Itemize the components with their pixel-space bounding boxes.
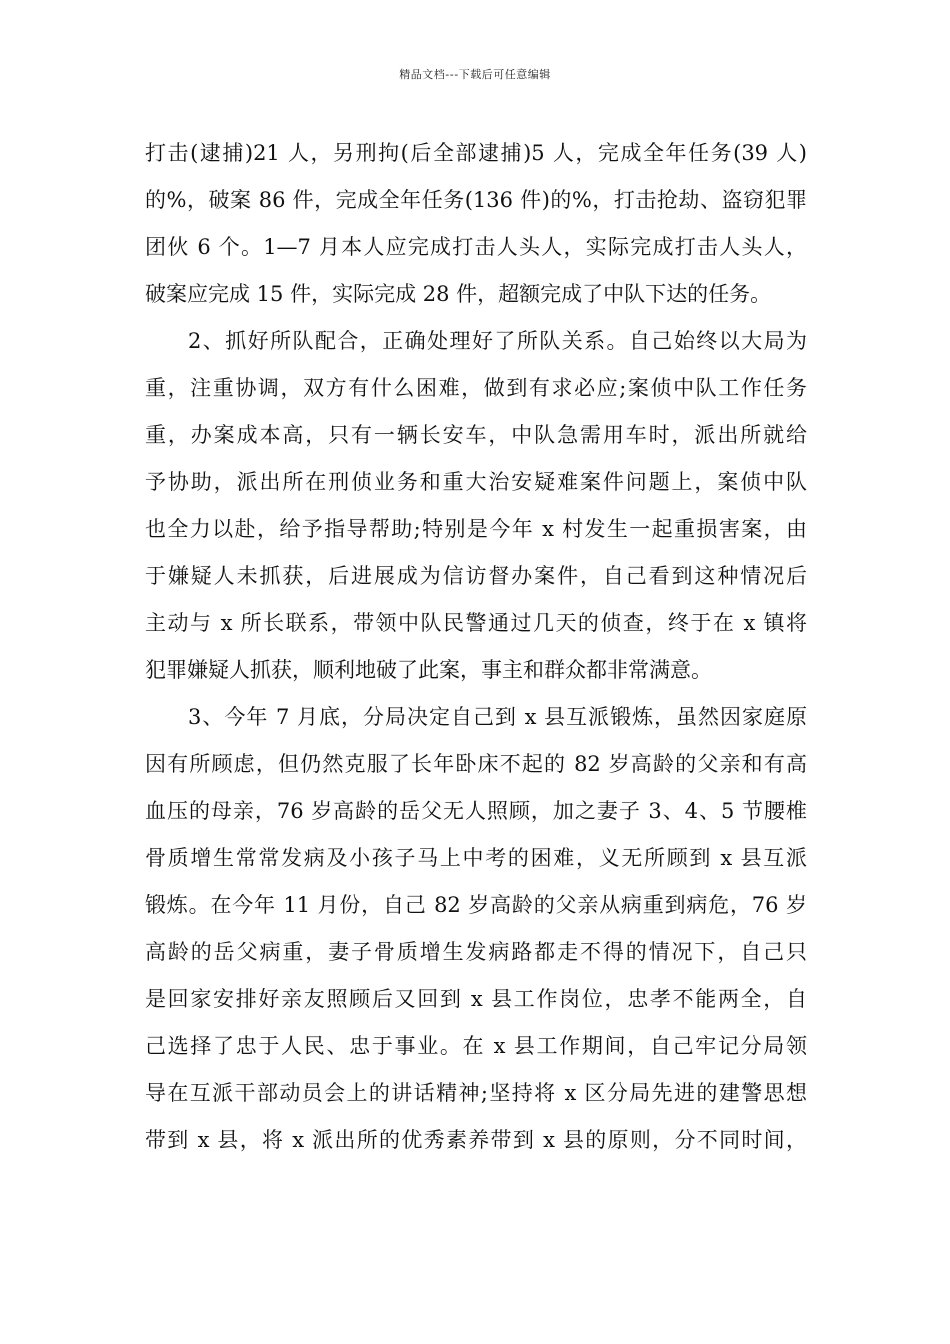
text-line: 因有所顾虑，但仍然克服了长年卧床不起的 82 岁高龄的父亲和有高	[145, 752, 807, 776]
text-line: 主动与 x 所长联系，带领中队民警通过几天的侦查，终于在 x 镇将	[145, 611, 807, 635]
paragraph-1	[145, 130, 807, 318]
text-line: 重，办案成本高，只有一辆长安车，中队急需用车时，派出所就给	[145, 423, 807, 447]
text-line: 高龄的岳父病重，妻子骨质增生发病路都走不得的情况下，自己只	[145, 940, 807, 964]
text-line: 于嫌疑人未抓获，后进展成为信访督办案件，自己看到这种情况后	[145, 564, 807, 588]
text-line: 打击(逮捕)21 人，另刑拘(后全部逮捕)5 人，完成全年任务(39 人)	[145, 141, 807, 165]
page-header: 精品文档---下载后可任意编辑	[399, 68, 551, 81]
text-line: 3、今年 7 月底，分局决定自己到 x 县互派锻炼，虽然因家庭原	[188, 705, 807, 729]
text-line: 破案应完成 15 件，实际完成 28 件，超额完成了中队下达的任务。	[145, 282, 772, 306]
text-line: 带到 x 县，将 x 派出所的优秀素养带到 x 县的原则，分不同时间，	[145, 1128, 807, 1152]
text-line: 重，注重协调，双方有什么困难，做到有求必应;案侦中队工作任务	[145, 376, 807, 400]
text-line: 导在互派干部动员会上的讲话精神;坚持将 x 区分局先进的建警思想	[145, 1081, 807, 1105]
text-line: 的%，破案 86 件，完成全年任务(136 件)的%，打击抢劫、盗窃犯罪	[145, 188, 807, 212]
paragraph-3	[145, 694, 807, 1164]
text-line: 骨质增生常常发病及小孩子马上中考的困难，义无所顾到 x 县互派	[145, 846, 807, 870]
paragraph-2	[145, 318, 807, 694]
text-line: 己选择了忠于人民、忠于事业。在 x 县工作期间，自己牢记分局领	[145, 1034, 807, 1058]
document-body	[145, 130, 807, 1164]
text-line: 予协助，派出所在刑侦业务和重大治安疑难案件问题上，案侦中队	[145, 470, 807, 494]
text-line: 锻炼。在今年 11 月份，自己 82 岁高龄的父亲从病重到病危，76 岁	[145, 893, 807, 917]
text-line: 也全力以赴，给予指导帮助;特别是今年 x 村发生一起重损害案，由	[145, 517, 807, 541]
text-line: 2、抓好所队配合，正确处理好了所队关系。自己始终以大局为	[188, 329, 807, 353]
text-line: 犯罪嫌疑人抓获，顺利地破了此案，事主和群众都非常满意。	[145, 658, 712, 682]
text-line: 是回家安排好亲友照顾后又回到 x 县工作岗位，忠孝不能两全，自	[145, 987, 807, 1011]
text-line: 血压的母亲，76 岁高龄的岳父无人照顾，加之妻子 3、4、5 节腰椎	[145, 799, 807, 823]
text-line: 团伙 6 个。1—7 月本人应完成打击人头人，实际完成打击人头人，	[145, 235, 807, 259]
